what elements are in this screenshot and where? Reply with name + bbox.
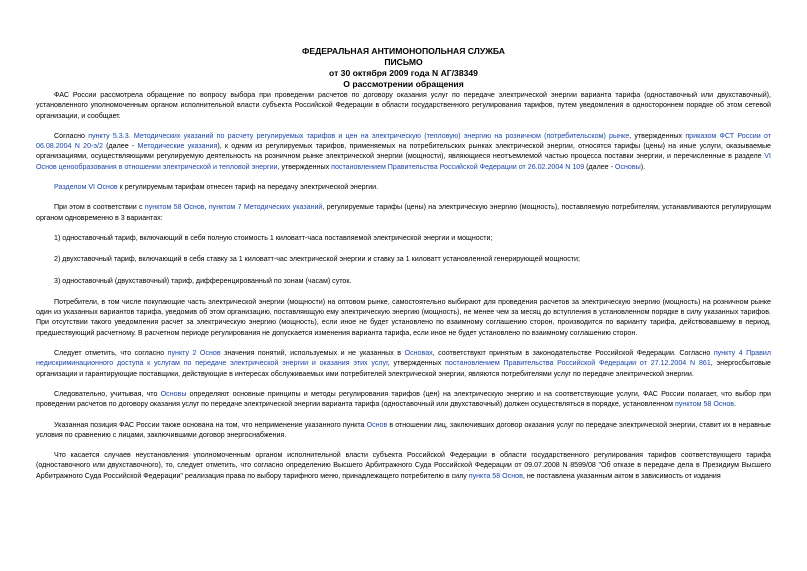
paragraph-p1 xyxy=(36,90,771,121)
paragraph-text: , утвержденных xyxy=(629,131,686,140)
paragraph-text: , энергосбытовые организации и гарантирующие поставщики, действующие в интересах обслуживаемых ими потребителей электрической энергии, являются потребителями услуг по передаче электрической энергии. xyxy=(36,359,771,378)
paragraph-text: , утвержденных xyxy=(277,162,332,171)
paragraph-p9 xyxy=(36,348,771,379)
paragraph-text: к регулируемым тарифам отнесен тариф на передачу электрической энергии. xyxy=(117,183,379,192)
paragraph-p8 xyxy=(36,297,771,338)
paragraph-p7 xyxy=(36,276,771,286)
document-link[interactable]: постановлением Правительства Российской Федерации от 26.02.2004 N 109 xyxy=(331,162,585,171)
document-link[interactable]: Основы xyxy=(614,162,641,171)
paragraph-text: , соответствуют принятым в законодательстве Российской Федерации. Согласно xyxy=(432,349,714,358)
document-header xyxy=(36,46,771,90)
paragraph-text: Что касается случаев неустановления уполномоченным органом исполнительной власти субъекта Российской Федерации в области государственного регулирования тарифов соответствующего тарифа (одноставочного или двухставочного), то, следует отметить, что согласно определению Высшего Арбитражного Суда Российской Федерации от 09.07.2008 N 8599/08 "Об отказе в передаче дела в Президиум Высшего Арбитражного Суда Российской Федерации" реализация права по выбору тарифного меню, принадлежащего потребителю в силу xyxy=(36,451,771,480)
document-link[interactable]: пункту 4 Правил недискриминационного доступа к услугам по передаче электрической энергии и оказания этих услуг xyxy=(36,349,771,368)
paragraph-text: (далее - xyxy=(102,142,138,151)
document-body xyxy=(36,90,771,481)
document-subject: О рассмотрении обращения xyxy=(343,79,464,89)
paragraph-p3 xyxy=(36,182,771,192)
paragraph-text: При этом в соответствии с xyxy=(54,203,145,212)
paragraph-p10 xyxy=(36,389,771,410)
document-date-number: от 30 октября 2009 года N АГ/38349 xyxy=(329,68,478,78)
document-link[interactable]: Разделом VI Основ xyxy=(54,183,118,192)
document-link[interactable]: Основы xyxy=(160,389,187,398)
paragraph-p4 xyxy=(36,202,771,223)
paragraph-p6 xyxy=(36,254,771,264)
paragraph-p5 xyxy=(36,233,771,243)
document-link[interactable]: пункту 5.3.3. Методических указаний по расчету регулируемых тарифов и цен на электрическую (тепловую) энергию на розничном (потребительском) рынке xyxy=(88,131,630,140)
document-link[interactable]: приказом ФСТ России от 06.08.2004 N 20-э/2 xyxy=(36,131,771,151)
paragraph-p11 xyxy=(36,420,771,441)
paragraph-text: Указанная позиция ФАС России также основана на том, что неприменение указанного пункта xyxy=(54,420,367,429)
paragraph-text: , xyxy=(204,203,209,212)
paragraph-p2 xyxy=(36,131,771,172)
paragraph-text: Следовательно, учитывая, что xyxy=(54,389,161,398)
document-link[interactable]: пунктом 58 Основ xyxy=(144,203,205,212)
document-link[interactable]: пунктом 7 Методических указаний xyxy=(208,203,323,212)
document-link[interactable]: Основ xyxy=(366,420,388,429)
paragraph-text: ), к одним из регулируемых тарифов, применяемых на потребительских рынках электрической энергии, относятся тарифы (цены) на иные услуги, оказываемые организациями, осуществляющими регулируемую деятельность на розничном рынке электрической энергии (мощности), являющиеся неотъемлемой частью процесса поставки энергии, и перечисленные в разделе xyxy=(36,142,771,161)
document-link[interactable]: Основах xyxy=(404,349,433,358)
paragraph-text: 3) одноставочный (двухставочный) тариф, дифференцированный по зонам (часам) суток. xyxy=(54,276,352,285)
paragraph-text: определяют основные принципы и методы регулирования тарифов (цен) на электрическую энергию и на соответствующие услуги, ФАС России полагает, что выбор при проведении расчетов по договору оказания услуг по передаче электрической энергии варианта тарифа (одноставочный или двухставочный) должен осуществляться в порядке, установленном xyxy=(36,389,771,409)
paragraph-text: 2) двухставочный тариф, включающий в себя ставку за 1 киловатт-час электрической энергии и ставку за 1 киловатт установленной генерирующей мощности; xyxy=(54,255,580,264)
paragraph-text: ). xyxy=(640,162,646,171)
paragraph-text: (далее - xyxy=(584,162,615,171)
paragraph-text: , не поставлена указанным актом в зависимость от издания xyxy=(522,471,721,480)
paragraph-text: Следует отметить, что согласно xyxy=(54,349,168,358)
document-link[interactable]: пункта 58 Основ xyxy=(468,471,523,480)
document-link[interactable]: VI Основ ценообразования в отношении электрической и тепловой энергии xyxy=(36,152,771,171)
paragraph-text: значения понятий, используемых и не указанных в xyxy=(220,349,405,358)
paragraph-text: , утвержденных xyxy=(387,359,446,368)
document-link[interactable]: пункту 2 Основ xyxy=(167,349,221,358)
document-link[interactable]: пунктом 58 Основ xyxy=(675,400,735,409)
document-type: ПИСЬМО xyxy=(384,57,423,67)
paragraph-text: Согласно xyxy=(54,131,89,140)
paragraph-text: в отношении лиц, заключивших договор оказания услуг по передаче электрической энергии, ставит их в неравные условия по сравнению с лицами, заключившими договор энергоснабжения. xyxy=(36,420,771,439)
document-link[interactable]: постановлением Правительства Российской Федерации от 27.12.2004 N 861 xyxy=(445,359,711,368)
issuing-organization: ФЕДЕРАЛЬНАЯ АНТИМОНОПОЛЬНАЯ СЛУЖБА xyxy=(302,46,505,56)
paragraph-text: Потребители, в том числе покупающие часть электрической энергии (мощности) на оптовом рынке, самостоятельно выбирают для проведения расчетов за электрическую энергию (мощность) на розничном рынке один из указанных вариантов тарифа, уведомив об этом организацию, поставляющую ему электрическую энергию (мощность), не менее чем за месяц до вступления в установленном порядке в силу указанных тарифов. При отсутствии такого уведомления расчет за электрическую энергию (мощность), если иное не будет установлено по взаимному соглашению сторон, производится по варианту тарифа, действовавшему в период, предшествующий расчетному. В расчетном периоде регулирования не допускается изменения варианта тарифа, если иное не будет установлено по взаимному соглашению сторон. xyxy=(36,297,771,337)
paragraph-text: . xyxy=(734,400,737,409)
paragraph-text: 1) одноставочный тариф, включающий в себя полную стоимость 1 киловатт-часа поставляемой электрической энергии и мощности; xyxy=(54,233,493,242)
paragraph-text: , регулируемые тарифы (цены) на электрическую энергию (мощность), поставляемую потребителям, устанавливаются регулирующим органом одновременно в 3 вариантах: xyxy=(36,203,771,222)
paragraph-text: ФАС России рассмотрела обращение по вопросу выбора при проведении расчетов по договору оказания услуг по передаче электрической энергии варианта тарифа (одноставочный или двухставочный), установленного уполномоченным органом исполнительной власти субъекта Российской Федерации в области государственного регулирования тарифов, путем уведомления в одностороннем порядке об этом сетевой организации, и сообщает. xyxy=(36,91,771,120)
document-link[interactable]: Методические указания xyxy=(137,142,218,151)
paragraph-p12 xyxy=(36,450,771,481)
